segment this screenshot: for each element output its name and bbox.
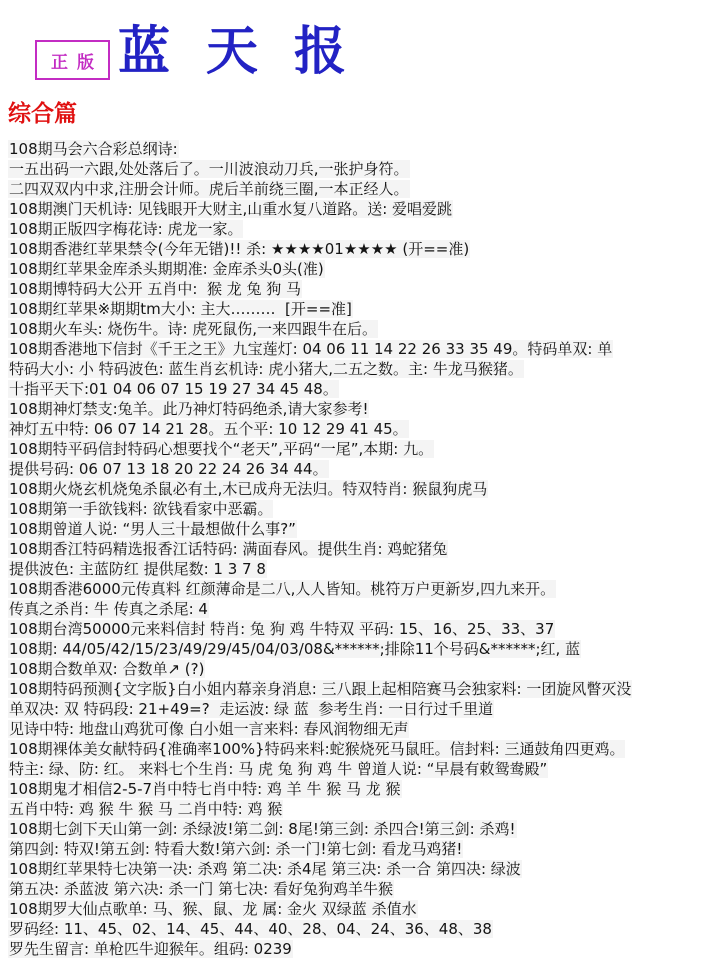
body-line <box>8 599 708 619</box>
body-line <box>8 899 708 919</box>
body-line <box>8 179 708 199</box>
body-line-text: 108期特码预测{文字版}白小姐内幕亲身消息: 三八跟上起相陪赛马会独家料: 一团旋风瞥灭没 <box>9 680 632 698</box>
body-line-text: 单双决: 双 特码段: 21+49=? 走运波: 绿 蓝 参考生肖: 一日行过千里道 <box>9 700 494 718</box>
body-line <box>8 359 708 379</box>
body-line-text: 108期特平码信封特码心想要找个“老天”,平码“一尾”,本期: 九。 <box>9 440 434 458</box>
body-line-text: 五肖中特: 鸡 猴 牛 猴 马 二肖中特: 鸡 猴 <box>9 800 283 818</box>
body-line <box>8 879 708 899</box>
body-line-text: 108期神灯禁支:兔羊。此乃神灯特码绝杀,请大家参考! <box>9 400 369 418</box>
body-line-text: 第五决: 杀蓝波 第六决: 杀一门 第七决: 看好兔狗鸡羊牛猴 <box>9 880 394 898</box>
body-line <box>8 259 708 279</box>
body-line-text: 108期红苹果金库杀头期期准: 金库杀头0头(准) <box>9 260 324 278</box>
authentic-badge-label: 正版 <box>51 52 103 73</box>
body-line <box>8 759 708 779</box>
body-line <box>8 739 708 759</box>
title-char-2: 天 <box>206 21 259 82</box>
body-line <box>8 419 708 439</box>
body-line-text: 一五出码一六跟,处处落后了。一川波浪动刀兵,一张护身符。 <box>9 160 409 178</box>
body-line <box>8 699 708 719</box>
section-title: 综合篇 <box>8 101 77 127</box>
body-line <box>8 679 708 699</box>
body-line-text: 特主: 绿、防: 红。 来料七个生肖: 马 虎 兔 狗 鸡 牛 曾道人说: “早晨有敕鸳鸯殿” <box>9 760 548 778</box>
body-line <box>8 639 708 659</box>
body-line-text: 传真之杀肖: 牛 传真之杀尾: 4 <box>9 600 208 618</box>
body-line-text: 108期香江特码精选报香江话特码: 满面春风。提供生肖: 鸡蛇猪兔 <box>9 540 448 558</box>
body-line <box>8 379 708 399</box>
body-line <box>8 619 708 639</box>
body-line <box>8 519 708 539</box>
body-line-text: 第四剑: 特双!第五剑: 特看大数!第六剑: 杀一门!第七剑: 看龙马鸡猪! <box>9 840 463 858</box>
body-line-text: 提供号码: 06 07 13 18 20 22 24 26 34 44。 <box>9 460 328 478</box>
body-line <box>8 219 708 239</box>
body-line <box>8 199 708 219</box>
body-line <box>8 399 708 419</box>
body-line-text: 罗先生留言: 单枪匹牛迎猴年。组码: 0239 <box>9 940 292 958</box>
body-line-text: 108期马会六合彩总纲诗: <box>9 140 178 158</box>
body-line-text: 108期火车头: 烧伤牛。诗: 虎死鼠伤,一来四跟牛在后。 <box>9 320 378 338</box>
body-line-text: 108期罗大仙点歌单: 马、猴、鼠、龙 属: 金火 双绿蓝 杀值水 <box>9 900 417 918</box>
body-line-text: 108期正版四字梅花诗: 虎龙一家。 <box>9 220 243 238</box>
authentic-badge <box>35 40 110 80</box>
body-line <box>8 319 708 339</box>
body-line-text: 108期红苹果※期期tm大小: 主大……… [开==准] <box>9 300 352 318</box>
body-line <box>8 159 708 179</box>
body-line-text: 108期鬼才相信2-5-7肖中特七肖中特: 鸡 羊 牛 猴 马 龙 猴 <box>9 780 401 798</box>
body-line-text: 108期裸体美女献特码{准确率100%}特码来料:蛇猴烧死马鼠旺。信封料: 三通鼓角四更鸡。 <box>9 740 625 758</box>
body-line <box>8 479 708 499</box>
body-line <box>8 719 708 739</box>
body-line <box>8 139 708 159</box>
body-line-text: 108期曾道人说: “男人三十最想做什么事?” <box>9 520 296 538</box>
title-char-3: 报 <box>294 21 347 82</box>
body-line <box>8 659 708 679</box>
body-line-text: 罗码经: 11、45、02、14、45、44、40、28、04、24、36、48、38 <box>9 920 492 938</box>
body-line-text: 108期澳门天机诗: 见钱眼开大财主,山重水复八道路。送: 爱唱爱跳 <box>9 200 453 218</box>
body-line-text: 提供波色: 主蓝防红 提供尾数: 1 3 7 8 <box>9 560 266 578</box>
body-line-text: 108期合数单双: 合数单↗ (?) <box>9 660 205 678</box>
body-line-text: 108期第一手欲钱料: 欲钱看家中恶霸。 <box>9 500 273 518</box>
body-line-text: 十指平天下:01 04 06 07 15 19 27 34 45 48。 <box>9 380 338 398</box>
body-line-text: 108期香港红苹果禁令(今年无错)!! 杀: ★★★★01★★★★ (开==准) <box>9 240 470 258</box>
body-line <box>8 339 708 359</box>
body-line <box>8 919 708 939</box>
body-line-text: 108期香港地下信封《千王之王》九宝莲灯: 04 06 11 14 22 26 33 35 49。特码单双: 单 <box>9 340 613 358</box>
body-line <box>8 579 708 599</box>
title-char-1: 蓝 <box>118 21 171 82</box>
body-line <box>8 559 708 579</box>
body-line-text: 108期红苹果特七决第一决: 杀鸡 第二决: 杀4尾 第三决: 杀一合 第四决: 绿波 <box>9 860 521 878</box>
body-line <box>8 239 708 259</box>
body-line <box>8 459 708 479</box>
body-line <box>8 939 708 959</box>
body-line-text: 108期台湾50000元来料信封 特肖: 兔 狗 鸡 牛特双 平码: 15、16、25、33、37 <box>9 620 555 638</box>
body-line-text: 二四双双内中求,注册会计师。虎后羊前绕三圈,一本正经人。 <box>9 180 409 198</box>
body-line-text: 108期博特码大公开 五肖中: 猴 龙 兔 狗 马 <box>9 280 302 298</box>
body-line <box>8 859 708 879</box>
body-line-text: 108期七剑下天山第一剑: 杀绿波!第二剑: 8尾!第三剑: 杀四合!第三剑: 杀鸡! <box>9 820 516 838</box>
body-line <box>8 839 708 859</box>
body-line <box>8 539 708 559</box>
body-line-text: 特码大小: 小 特码波色: 蓝生肖玄机诗: 虎小猪大,二五之数。主: 牛龙马猴猪。 <box>9 360 523 378</box>
body-line-text: 108期: 44/05/42/15/23/49/29/45/04/03/08&******;排除11个号码&******;红, 蓝 <box>9 640 581 658</box>
body-line <box>8 299 708 319</box>
body-text <box>8 139 708 959</box>
body-line <box>8 779 708 799</box>
body-line-text: 108期火烧玄机烧兔杀鼠必有土,木已成舟无法归。特双特肖: 猴鼠狗虎马 <box>9 480 488 498</box>
body-line <box>8 279 708 299</box>
body-line <box>8 799 708 819</box>
body-line-text: 神灯五中特: 06 07 14 21 28。五个平: 10 12 29 41 45。 <box>9 420 408 438</box>
body-line <box>8 439 708 459</box>
body-line-text: 108期香港6000元传真料 红颜薄命是二八,人人皆知。桃符万户更新岁,四九来开。 <box>9 580 556 598</box>
body-line <box>8 819 708 839</box>
body-line <box>8 499 708 519</box>
body-line-text: 见诗中特: 地盘山鸡犹可像 白小姐一言来料: 春风润物细无声 <box>9 720 409 738</box>
page-title <box>118 21 347 82</box>
